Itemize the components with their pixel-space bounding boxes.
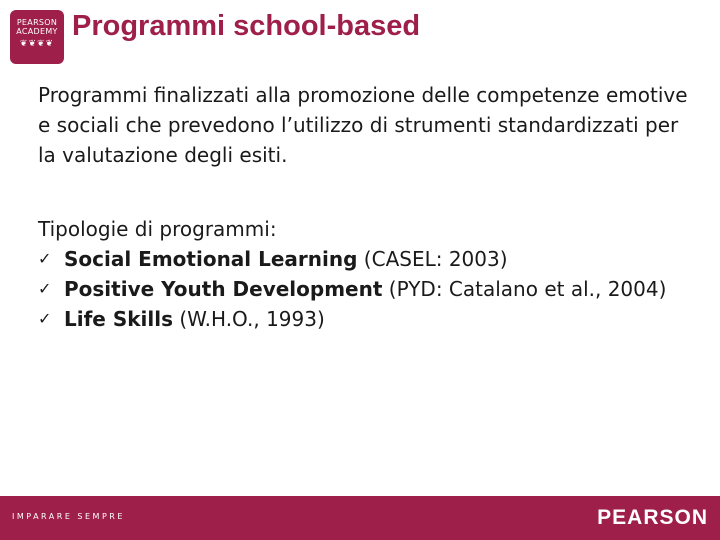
list-item — [38, 244, 698, 274]
checkmark-icon: ✓ — [38, 249, 52, 268]
item-name: Positive Youth Development — [64, 277, 383, 301]
list-item — [38, 274, 698, 304]
list-item — [38, 304, 698, 334]
laurel-icon: ❦❦❦❦ — [19, 39, 55, 49]
footer-bar — [0, 496, 720, 540]
intro-paragraph: Programmi finalizzati alla promozione delle competenze emotive e sociali che prevedono l’utilizzo di strumenti standardizzati per la valutazione degli esiti. — [38, 83, 688, 167]
pearson-academy-logo — [10, 10, 64, 64]
item-detail: (W.H.O., 1993) — [173, 307, 325, 331]
footer-tagline: IMPARARE SEMPRE — [12, 512, 125, 521]
item-detail: (CASEL: 2003) — [357, 247, 508, 271]
slide-body — [38, 80, 698, 334]
program-types-heading: Tipologie di programmi: — [38, 217, 277, 241]
logo-text-line2: ACADEMY — [16, 27, 58, 36]
checkmark-icon: ✓ — [38, 309, 52, 328]
program-types-list — [38, 244, 698, 334]
item-detail: (PYD: Catalano et al., 2004) — [382, 277, 667, 301]
logo-text-line1: PEARSON — [16, 18, 58, 27]
slide-title: Programmi school-based — [72, 10, 421, 42]
item-name: Life Skills — [64, 307, 174, 331]
checkmark-icon: ✓ — [38, 279, 52, 298]
pearson-wordmark: PEARSON — [597, 506, 708, 529]
item-name: Social Emotional Learning — [64, 247, 358, 271]
